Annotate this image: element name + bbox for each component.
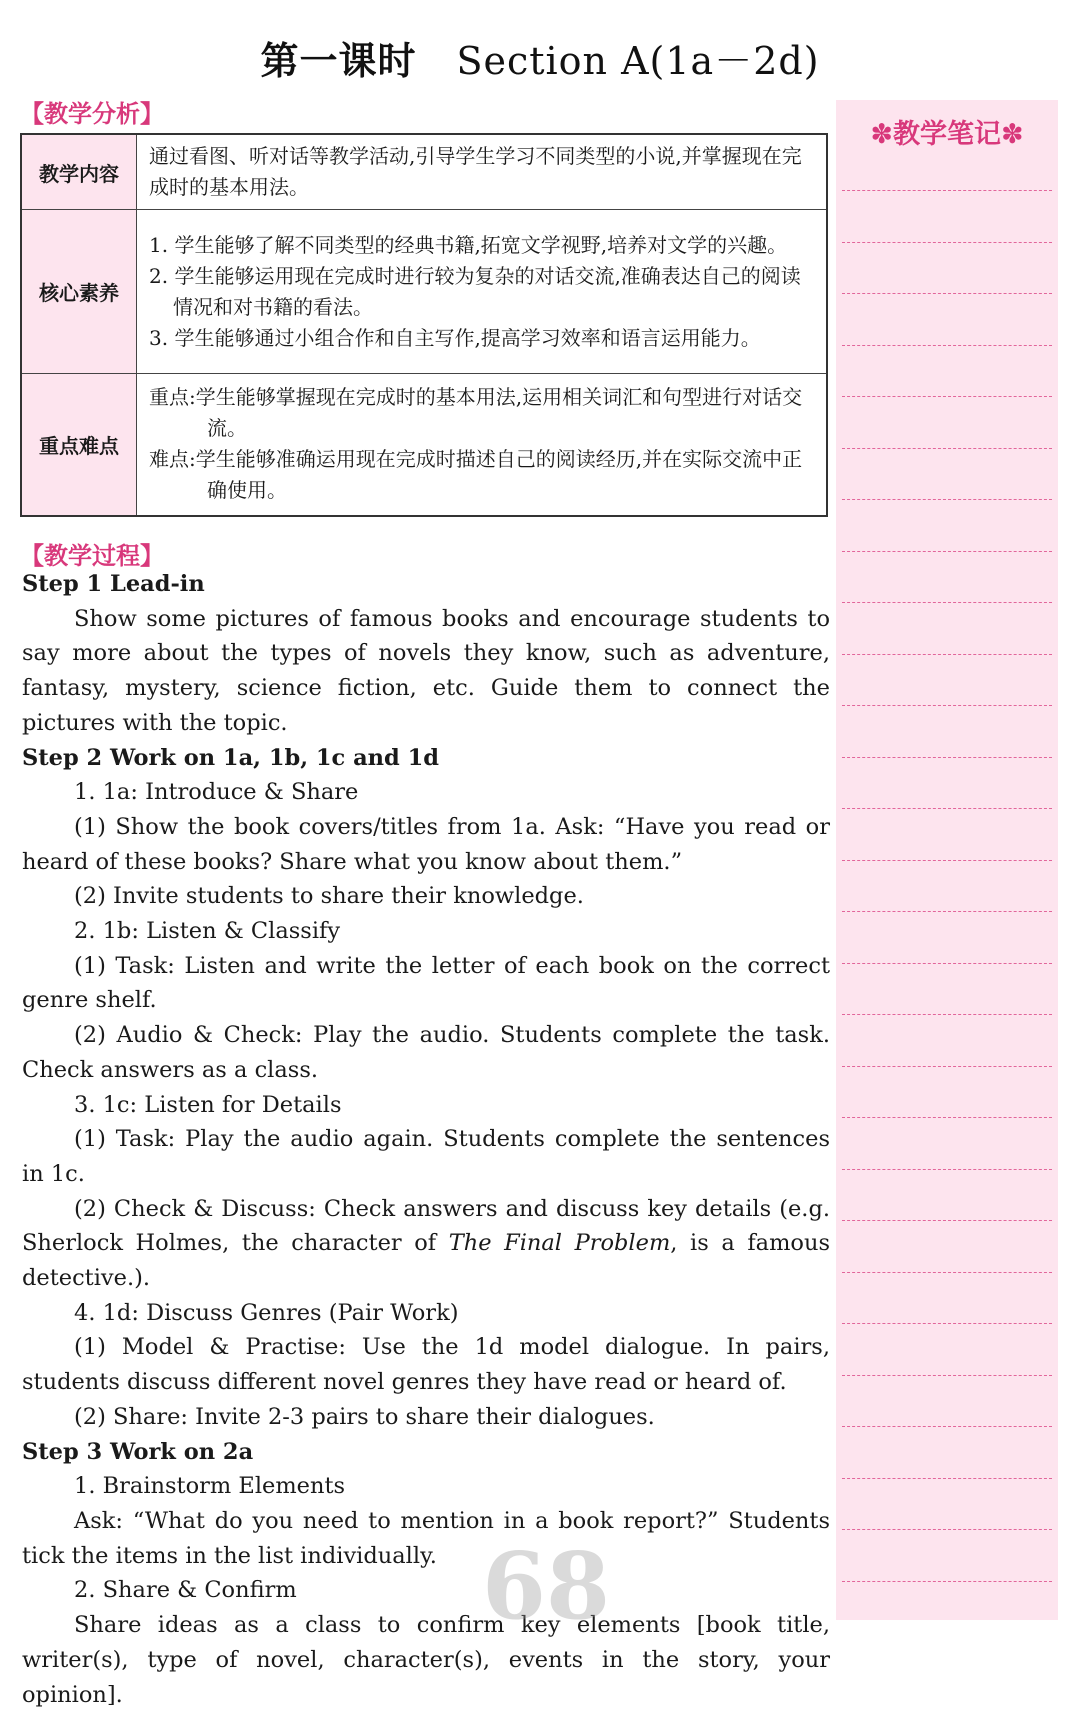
subheading: 2. Share & Confirm: [74, 1577, 297, 1604]
page-title: [0, 30, 1080, 85]
note-line: [842, 1529, 1052, 1530]
note-line: [842, 602, 1052, 603]
note-line: [842, 1581, 1052, 1582]
note-line: [842, 1014, 1052, 1015]
table-row: [21, 210, 827, 374]
note-line: [842, 757, 1052, 758]
note-line: [842, 1375, 1052, 1376]
note-line: [842, 1066, 1052, 1067]
note-line: [842, 293, 1052, 294]
content-line: 3. 学生能够通过小组合作和自主写作,提高学习效率和语言运用能力。: [149, 325, 761, 350]
paragraph: [22, 1192, 830, 1296]
notes-title: ✽教学笔记✽: [870, 119, 1024, 150]
process-body: [22, 567, 830, 1712]
paragraph: (2) Invite students to share their knowledge.: [74, 883, 584, 910]
row-label: 重点难点: [21, 374, 137, 516]
content-line: 通过看图、听对话等教学活动,引导学生学习不同类型的小说,并掌握现在完成时的基本用法。: [149, 144, 802, 199]
note-line: [842, 705, 1052, 706]
content-line: 1. 学生能够了解不同类型的经典书籍,拓宽文学视野,培养对文学的兴趣。: [149, 232, 788, 257]
lesson-title-en: Section A(1a－2d): [456, 39, 820, 83]
paragraph: Ask: “What do you need to mention in a book report?” Students tick the items in the list individually.: [22, 1507, 830, 1569]
note-line: [842, 551, 1052, 552]
table-row: [21, 374, 827, 516]
process-heading: 【教学过程】: [20, 542, 164, 570]
note-line: [842, 190, 1052, 191]
book-title: The Final Problem: [448, 1230, 671, 1257]
subheading: 4. 1d: Discuss Genres (Pair Work): [74, 1299, 459, 1326]
note-line: [842, 1426, 1052, 1427]
lesson-title-zh: 第一课时: [260, 39, 417, 83]
content-line: 2. 学生能够运用现在完成时进行较为复杂的对话交流,准确表达自己的阅读情况和对书籍的看法。: [149, 263, 801, 319]
analysis-heading: 【教学分析】: [20, 100, 164, 128]
subheading: 2. 1b: Listen & Classify: [74, 918, 341, 945]
note-line: [842, 499, 1052, 500]
paragraph: Show some pictures of famous books and encourage students to say more about the types of novels they know, such as adventure, fantasy, mystery, science fiction, etc. Guide them to connect the pictures with the topic.: [22, 605, 830, 736]
paragraph: (1) Task: Play the audio again. Students complete the sentences in 1c.: [22, 1126, 830, 1187]
note-line: [842, 396, 1052, 397]
analysis-table: [20, 133, 828, 517]
note-line: [842, 1169, 1052, 1170]
subheading: 3. 1c: Listen for Details: [74, 1091, 342, 1118]
paragraph: Share ideas as a class to confirm key elements [book title, writer(s), type of novel, character(s), events in the story, your opinion].: [22, 1612, 830, 1708]
note-line: [842, 1220, 1052, 1221]
subheading: 1. Brainstorm Elements: [74, 1473, 346, 1500]
paragraph: (1) Model & Practise: Use the 1d model dialogue. In pairs, students discuss different novel genres they have read or heard of.: [22, 1334, 830, 1396]
step3-title: Step 3 Work on 2a: [22, 1438, 254, 1465]
subheading: 1. 1a: Introduce & Share: [74, 779, 359, 806]
note-line: [842, 1272, 1052, 1273]
row-label: 教学内容: [21, 134, 137, 210]
content-line: 重点:学生能够掌握现在完成时的基本用法,运用相关词汇和句型进行对话交流。: [149, 385, 803, 441]
note-line: [842, 1478, 1052, 1479]
note-line: [842, 448, 1052, 449]
note-line: [842, 911, 1052, 912]
note-line: [842, 1117, 1052, 1118]
step2-title: Step 2 Work on 1a, 1b, 1c and 1d: [22, 744, 439, 771]
row-content: [137, 134, 828, 210]
paragraph: (2) Share: Invite 2-3 pairs to share their dialogues.: [74, 1403, 655, 1430]
paragraph: (2) Audio & Check: Play the audio. Students complete the task. Check answers as a class.: [22, 1022, 830, 1083]
note-line: [842, 654, 1052, 655]
content-line: 难点:学生能够准确运用现在完成时描述自己的阅读经历,并在实际交流中正确使用。: [149, 447, 803, 503]
note-line: [842, 860, 1052, 861]
note-line: [842, 1323, 1052, 1324]
row-content: [137, 374, 828, 516]
text-run: (2) Check & Discuss: Check answers and discuss key details (e.g. Sherlock Holmes, the character of: [22, 1195, 830, 1257]
note-line: [842, 808, 1052, 809]
note-line: [842, 345, 1052, 346]
paragraph: (1) Show the book covers/titles from 1a. Ask: “Have you read or heard of these books? Share what you know about them.”: [22, 813, 830, 875]
text-run: , is a famous detective.).: [22, 1230, 830, 1292]
paragraph: (1) Task: Listen and write the letter of each book on the correct genre shelf.: [22, 952, 830, 1014]
table-row: [21, 134, 827, 210]
row-label: 核心素养: [21, 210, 137, 374]
note-line: [842, 963, 1052, 964]
row-content: [137, 210, 828, 374]
step1-title: Step 1 Lead-in: [22, 571, 205, 597]
notes-sidebar: [836, 100, 1058, 1620]
page-number: 68: [482, 1532, 611, 1640]
note-line: [842, 242, 1052, 243]
